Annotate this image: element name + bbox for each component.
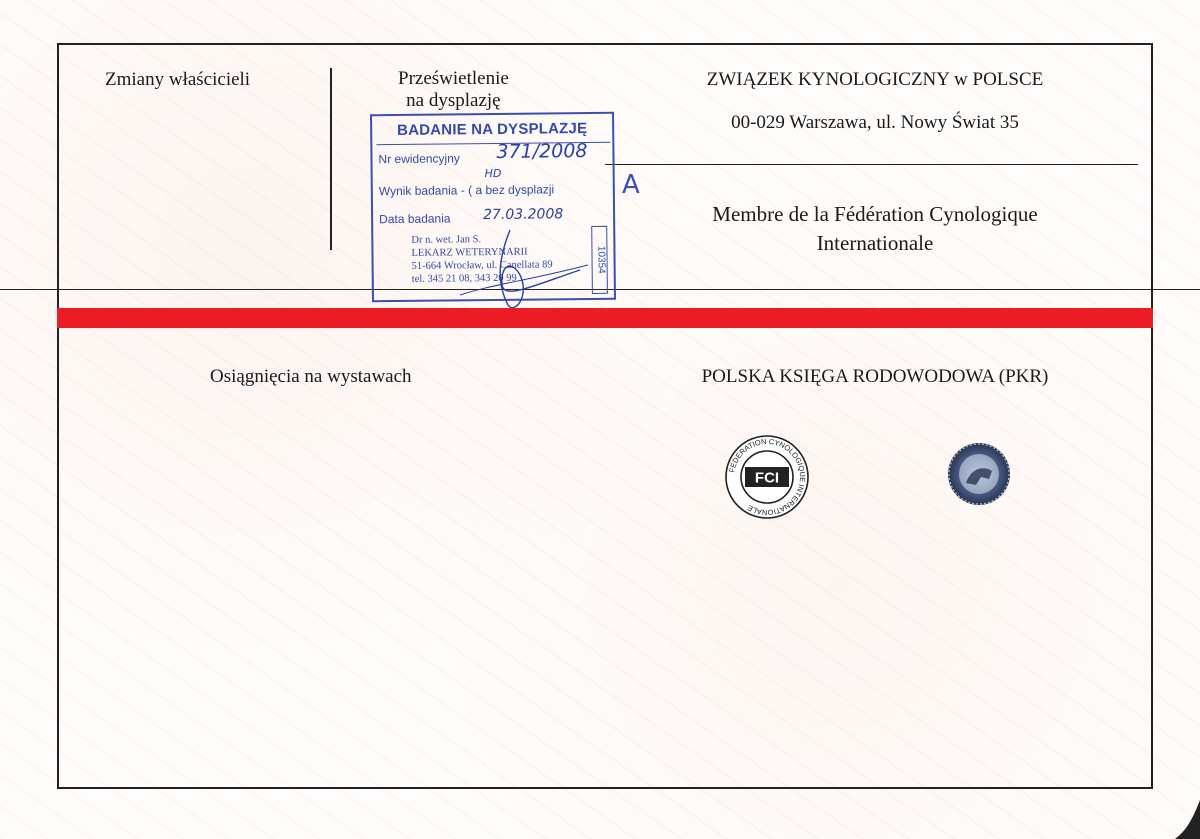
fci-membership	[620, 200, 1130, 258]
header-rule	[605, 164, 1138, 165]
xray-heading-line1: Prześwietlenie	[398, 68, 509, 89]
stamp-result-row: Wynik badania - ( a bez dysplazji	[378, 182, 555, 199]
stamp-result-handwritten: HD	[484, 166, 502, 181]
stamp-vet-line3: 51-664 Wrocław, ul. Canellata 89	[411, 259, 553, 272]
stamp-title: BADANIE NA DYSPLAZJĘ	[397, 120, 588, 139]
fci-member-line2: Internationale	[816, 231, 934, 255]
fci-member-line1: Membre de la Fédération Cynologique	[712, 202, 1038, 226]
red-band	[57, 308, 1153, 328]
stamp-date-label: Data badania	[379, 211, 451, 227]
scan-shadow	[1175, 800, 1200, 839]
association-name: ZWIĄZEK KYNOLOGICZNY w POLSCE	[706, 69, 1044, 90]
stamp-vet-line1: Dr n. wet. Jan S.	[411, 234, 482, 246]
stamp-result-label: Wynik badania	[378, 183, 458, 199]
xray-heading-line2: na dysplazję	[406, 90, 501, 111]
fci-logo-icon	[724, 434, 810, 520]
vertical-divider	[330, 68, 332, 250]
stamp-registry-value: 371/2008	[496, 140, 588, 163]
stamp-vet-line4: tel. 345 21 08, 343 20 99	[411, 272, 517, 285]
association-address: 00-029 Warszawa, ul. Nowy Świat 35	[731, 112, 1019, 133]
stamp-result-options: ( a bez dysplazji	[468, 182, 555, 198]
owners-heading: Zmiany właścicieli	[105, 69, 251, 90]
pkr-heading: POLSKA KSIĘGA RODOWODOWA (PKR)	[701, 366, 1049, 387]
kennel-club-hologram-icon	[946, 441, 1012, 507]
stamp-vet-line2: LEKARZ WETERYNARII	[411, 246, 528, 259]
fci-logo-ring-text: FEDERATION CYNOLOGIQUE INTERNATIONALE	[727, 436, 808, 518]
signature-icon	[440, 225, 590, 315]
handwritten-grade: A	[622, 170, 640, 200]
xray-heading	[398, 68, 509, 112]
achievements-heading: Osiągnięcia na wystawach	[210, 366, 412, 387]
stamp-registry-label: Nr ewidencyjny	[378, 151, 460, 167]
stamp-vet-id: 10354	[591, 226, 608, 294]
fci-logo-text: FCI	[754, 469, 780, 487]
stamp-date-value: 27.03.2008	[483, 206, 564, 224]
